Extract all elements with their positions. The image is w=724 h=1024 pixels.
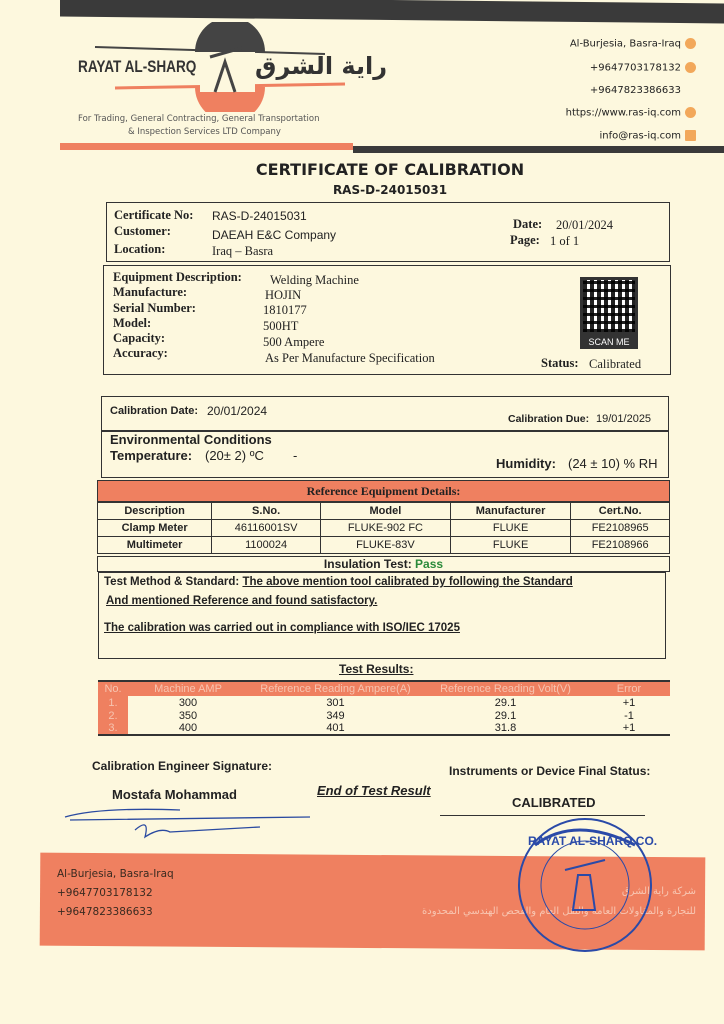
model-label: Model:: [113, 316, 152, 330]
insulation-value: Pass: [415, 557, 444, 571]
signature-scribble-icon: [60, 805, 320, 850]
header-divider-dark: [353, 146, 724, 153]
cell: +1: [622, 722, 636, 734]
dash: -: [293, 448, 298, 463]
col-manufacturer: Manufacturer: [450, 503, 570, 520]
footer-arabic-2: للتجارة والمقاولات العامة والنقل العام والفحص الهندسي المحدودة: [422, 906, 696, 917]
calibration-due-label: Calibration Due:: [508, 413, 590, 425]
signature-label: Calibration Engineer Signature:: [92, 759, 273, 773]
engineer-name: Mostafa Mohammad: [112, 787, 237, 802]
date-value: 20/01/2024: [556, 218, 613, 232]
reference-header-row: [98, 503, 670, 520]
test-results-title: Test Results:: [339, 662, 414, 676]
test-method-label: Test Method & Standard:: [104, 576, 240, 588]
cell: -1: [624, 709, 634, 722]
table-row: [98, 696, 670, 709]
cell: 350: [178, 709, 198, 722]
cell: FE2108966: [571, 537, 670, 554]
location-icon: [685, 38, 696, 49]
customer-value: DAEAH E&C Company: [212, 228, 337, 242]
page-value: 1 of 1: [550, 234, 580, 248]
cell: 349: [326, 709, 345, 722]
status-label: Status:: [541, 356, 579, 370]
header-top-bar: [60, 0, 724, 23]
cell: FLUKE-83V: [320, 537, 450, 554]
cell: Clamp Meter: [98, 520, 212, 537]
scan-me-label: SCAN ME: [580, 335, 638, 349]
col-no: No.: [104, 682, 122, 695]
humidity-label: Humidity:: [496, 456, 556, 471]
certificate-code: RAS-D-24015031: [332, 183, 448, 197]
cell: 1100024: [212, 537, 321, 554]
company-name-en: RAYAT AL-SHARQ: [78, 57, 197, 76]
model-value: 500HT: [263, 319, 299, 333]
table-row: [98, 722, 670, 735]
col-ref-ampere: Reference Reading Ampere(A): [260, 682, 411, 695]
capacity-value: 500 Ampere: [263, 335, 325, 349]
reference-table: [97, 502, 670, 554]
web-icon: [685, 107, 696, 118]
cell: FLUKE: [450, 520, 570, 537]
accuracy-value: As Per Manufacture Specification: [265, 351, 435, 365]
cell: FLUKE-902 FC: [320, 520, 450, 537]
test-method-text-1: The above mention tool calibrated by following the Standard: [242, 576, 573, 588]
cell: +1: [622, 696, 636, 709]
page-title: CERTIFICATE OF CALIBRATION: [255, 160, 525, 179]
contact-email[interactable]: info@ras-iq.com: [600, 130, 696, 142]
serial-label: Serial Number:: [113, 301, 196, 315]
calibration-date-label: Calibration Date:: [110, 405, 199, 417]
table-row: [98, 520, 670, 537]
results-table: [98, 681, 670, 736]
cell: 2.: [98, 709, 128, 722]
table-row: [98, 537, 670, 554]
footer-arabic-1: شركة راية الشرق: [621, 886, 696, 897]
cell: 3.: [98, 722, 128, 735]
col-ref-volt: Reference Reading Volt(V): [440, 682, 571, 695]
mail-icon: [685, 130, 696, 141]
equipment-desc-value: Welding Machine: [270, 273, 359, 287]
compliance-statement: The calibration was carried out in compliance with ISO/IEC 17025: [104, 622, 460, 634]
environment-title: Environmental Conditions: [110, 432, 272, 447]
test-method: [104, 576, 573, 588]
serial-value: 1810177: [263, 303, 307, 317]
cell: 29.1: [494, 696, 517, 709]
status-value: Calibrated: [589, 357, 642, 371]
results-header-row: [98, 681, 670, 696]
end-of-test-result: End of Test Result: [317, 783, 431, 798]
footer-phone-1: +9647703178132: [57, 887, 153, 899]
accuracy-label: Accuracy:: [113, 346, 168, 360]
tagline-2: & Inspection Services LTD Company: [128, 127, 281, 137]
location-label: Location:: [114, 242, 166, 256]
phone-icon: [685, 62, 696, 73]
customer-label: Customer:: [114, 224, 171, 238]
page-label: Page:: [510, 233, 540, 247]
contact-address: Al-Burjesia, Basra-Iraq: [570, 38, 696, 50]
cell: 1.: [98, 696, 128, 709]
col-model: Model: [320, 503, 450, 520]
location-value: Iraq – Basra: [212, 244, 274, 258]
date-label: Date:: [513, 217, 543, 231]
col-sno: S.No.: [212, 503, 321, 520]
cell: 401: [326, 722, 345, 734]
reference-title-bar: [97, 480, 670, 502]
cert-no-label: Certificate No:: [114, 208, 194, 222]
cell: 29.1: [494, 709, 517, 722]
cell: 300: [178, 696, 198, 709]
equipment-desc-label: Equipment Description:: [113, 270, 242, 284]
footer-address: Al-Burjesia, Basra-Iraq: [57, 868, 174, 880]
insulation-test: [97, 556, 670, 572]
qr-code[interactable]: [580, 277, 638, 335]
insulation-label: Insulation Test:: [323, 557, 412, 571]
footer-phone-2: +9647823386633: [57, 906, 153, 918]
cell: 31.8: [494, 722, 517, 734]
contact-website[interactable]: https://www.ras-iq.com: [566, 107, 696, 119]
contact-phone-1: +9647703178132: [590, 62, 696, 74]
cell: 46116001SV: [212, 520, 321, 537]
cert-no-value: RAS-D-24015031: [212, 209, 307, 223]
col-error: Error: [616, 682, 642, 695]
cell: 400: [178, 722, 198, 734]
cell: FE2108965: [571, 520, 670, 537]
calibration-date-value: 20/01/2024: [207, 404, 268, 418]
temperature-value: (20± 2) ºC: [205, 448, 264, 463]
final-status-value: CALIBRATED: [512, 795, 596, 810]
test-method-text-2: And mentioned Reference and found satisfactory.: [106, 595, 378, 607]
contact-phone-2: +9647823386633: [589, 85, 681, 96]
reference-title: Reference Equipment Details:: [306, 484, 461, 498]
manufacture-label: Manufacture:: [113, 285, 188, 299]
cell: Multimeter: [98, 537, 212, 554]
stamp-text: RAYAT AL-SHARQ CO.: [528, 834, 658, 848]
col-cert-no: Cert.No.: [571, 503, 670, 520]
header-divider-orange: [60, 143, 353, 150]
temperature-label: Temperature:: [110, 448, 193, 463]
cell: 301: [326, 696, 345, 709]
table-row: [98, 709, 670, 722]
col-description: Description: [98, 503, 212, 520]
tagline-1: For Trading, General Contracting, General Transportation: [78, 114, 320, 124]
company-name-ar: راية الشرق: [255, 52, 388, 80]
calibration-due-value: 19/01/2025: [596, 413, 652, 425]
humidity-value: (24 ± 10) % RH: [568, 456, 658, 471]
col-machine-amp: Machine AMP: [154, 682, 222, 695]
capacity-label: Capacity:: [113, 331, 166, 345]
manufacture-value: HOJIN: [265, 288, 302, 302]
final-status-label: Instruments or Device Final Status:: [449, 764, 651, 778]
cell: FLUKE: [450, 537, 570, 554]
